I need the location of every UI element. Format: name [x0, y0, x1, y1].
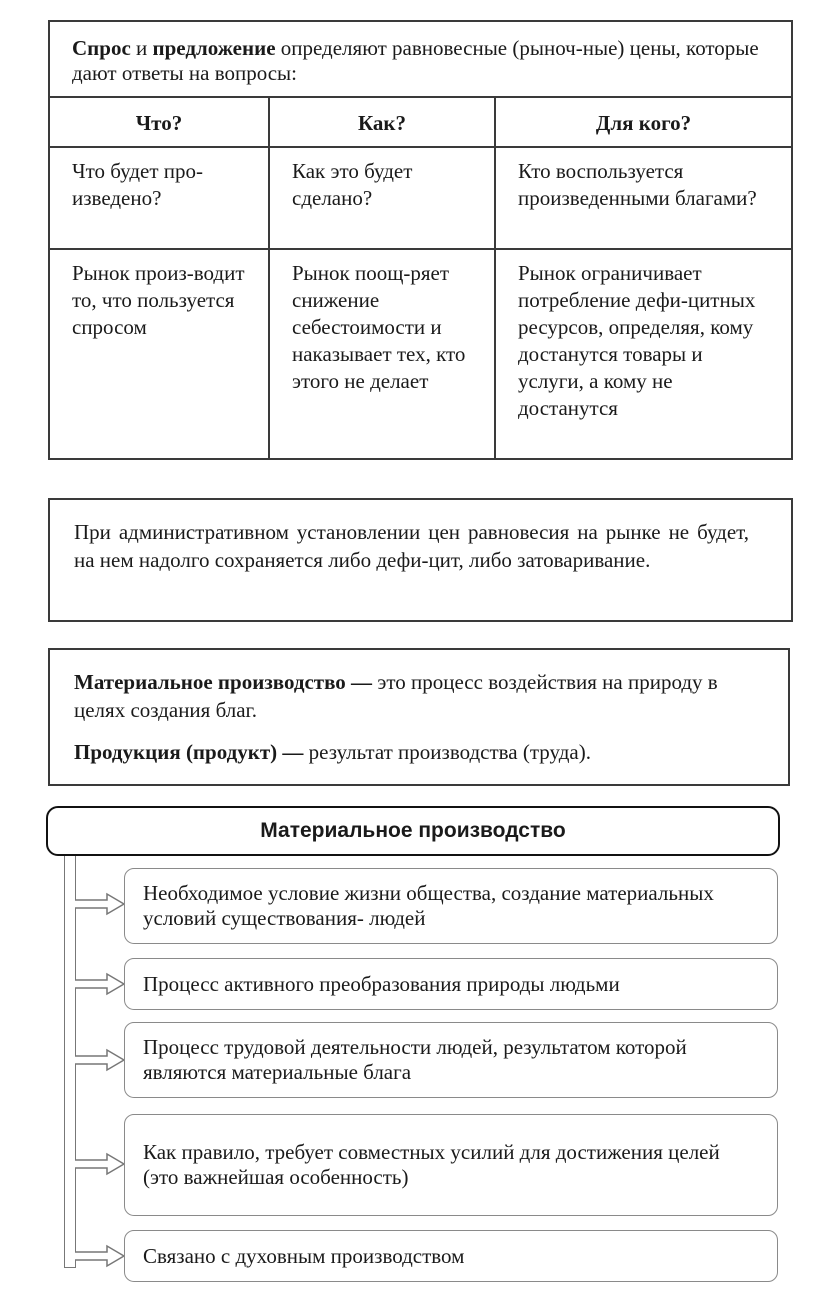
- diagram-item-text: Процесс трудовой деятельности людей, результатом которой являются материальные блага: [143, 1035, 687, 1084]
- diagram-item-text: Как правило, требует совместных усилий для достижения целей (это важнейшая особенность): [143, 1140, 720, 1189]
- table-grid: [50, 98, 791, 458]
- diagram-item-text: Связано с духовным производством: [143, 1243, 465, 1268]
- administrative-prices-note: При административном установлении цен равновесия на рынке не будет, на нем надолго сохраняется либо дефи-цит, либо затоваривание.: [48, 498, 793, 622]
- term-material-production: Материальное производство —: [74, 670, 373, 694]
- definition-text-product: результат производства (труда).: [303, 740, 591, 764]
- definition-text-material-production: это процесс воздействия на природу в целях создания благ.: [74, 670, 718, 722]
- diagram-item: [124, 958, 778, 1010]
- question-cell-for-whom: Кто воспользуется произведенными благами?: [496, 148, 791, 250]
- definition-product: [74, 738, 764, 766]
- definition-material-production: [74, 668, 764, 724]
- arrow-right-icon: [75, 972, 125, 996]
- definitions-box: [48, 648, 790, 786]
- market-questions-table: [48, 20, 793, 460]
- question-cell-what: Что будет про-изведено?: [50, 148, 270, 250]
- arrow-right-icon: [75, 1048, 125, 1072]
- answer-cell-how: Рынок поощ-ряет снижение себестоимости и наказывает тех, кто этого не делает: [270, 250, 496, 458]
- intro-term-supply: предложение: [152, 36, 276, 60]
- question-cell-how: Как это будет сделано?: [270, 148, 496, 250]
- intro-conjunction: и: [130, 36, 153, 60]
- column-header-for-whom: Для кого?: [496, 98, 791, 148]
- column-header-how: Как?: [270, 98, 496, 148]
- arrow-right-icon: [75, 1244, 125, 1268]
- diagram-item: [124, 1114, 778, 1216]
- arrow-right-icon: [75, 892, 125, 916]
- answer-cell-for-whom: Рынок ограничивает потребление дефи-цитных ресурсов, определяя, кому достанутся товары и услуги, а кому не достанутся: [518, 261, 756, 420]
- intro-text: определяют равновесные (рыноч-ные) цены, которые дают ответы на вопросы:: [72, 36, 759, 85]
- diagram-item: [124, 1022, 778, 1098]
- column-header-what: Что?: [50, 98, 270, 148]
- answer-cell-what: Рынок произ-водит то, что пользуется спросом: [50, 250, 270, 458]
- diagram-title: Материальное производство: [46, 806, 780, 856]
- table-intro: [50, 22, 791, 98]
- diagram-item: [124, 1230, 778, 1282]
- diagram-item-text: Необходимое условие жизни общества, создание материальных условий существования- людей: [143, 881, 714, 930]
- diagram-item: [124, 868, 778, 944]
- diagram-item-text: Процесс активного преобразования природы людьми: [143, 971, 620, 996]
- intro-term-demand: Спрос: [72, 36, 131, 60]
- arrow-right-icon: [75, 1152, 125, 1176]
- term-product: Продукция (продукт) —: [74, 740, 304, 764]
